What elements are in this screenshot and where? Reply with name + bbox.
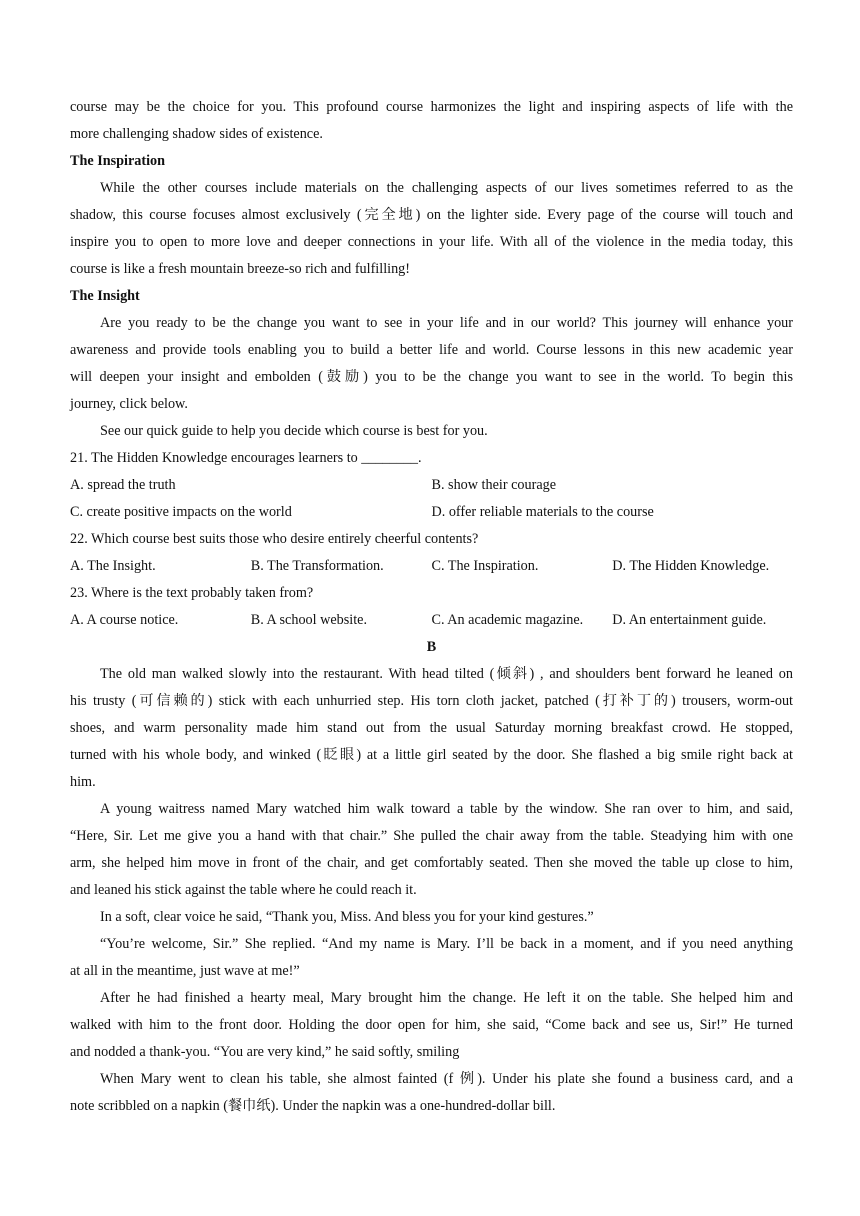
- text-line: course is like a fresh mountain breeze-so rich and fulfilling!: [70, 261, 410, 277]
- text-line: While the other courses include materials on the challenging aspects of our lives sometimes referred to as the: [100, 180, 793, 196]
- answer-option: C. The Inspiration.: [431, 558, 539, 574]
- text-line: “Here, Sir. Let me give you a hand with that chair.” She pulled the chair away from the table. Steadying him with one: [70, 828, 793, 844]
- answer-option: C. create positive impacts on the world: [70, 504, 292, 520]
- question-stem: 22. Which course best suits those who desire entirely cheerful contents?: [70, 531, 479, 547]
- text-line: shoes, and warm personality made him stand out from the usual Saturday morning breakfast crowd. He stopped,: [70, 720, 793, 736]
- text-line: “You’re welcome, Sir.” She replied. “And my name is Mary. I’ll be back in a moment, and if you need anything: [100, 936, 793, 952]
- answer-option: B. The Transformation.: [250, 558, 384, 574]
- text-line: course may be the choice for you. This profound course harmonizes the light and inspiring aspects of life with the: [70, 99, 793, 115]
- text-line: note scribbled on a napkin (餐巾纸). Under the napkin was a one-hundred-dollar bill.: [70, 1098, 556, 1114]
- text-line: more challenging shadow sides of existence.: [70, 126, 323, 142]
- text-line: arm, she helped him move in front of the chair, and get comfortably seated. Then she moved the table up close to him,: [70, 855, 793, 871]
- text-line: turned with his whole body, and winked (眨眼) at a little girl seated by the door. She flashed a big smile right back at: [70, 747, 793, 763]
- question-stem: 21. The Hidden Knowledge encourages learners to ________.: [70, 450, 422, 466]
- answer-option: A. The Insight.: [70, 558, 156, 574]
- section-letter: B: [426, 639, 437, 655]
- text-line: shadow, this course focuses almost exclusively (完全地) on the lighter side. Every page of the course will touch and: [70, 207, 793, 223]
- text-line: walked with him to the front door. Holding the door open for him, she said, “Come back and see us, Sir!” He turned: [70, 1017, 793, 1033]
- answer-option: D. The Hidden Knowledge.: [612, 558, 770, 574]
- text-line: In a soft, clear voice he said, “Thank you, Miss. And bless you for your kind gestures.”: [100, 909, 594, 925]
- text-line: awareness and provide tools enabling you to build a better life and world. Course lessons in this new academic year: [70, 342, 793, 358]
- text-line: journey, click below.: [70, 396, 188, 412]
- answer-options-row: [70, 472, 793, 499]
- section-heading: The Inspiration: [70, 153, 166, 169]
- answer-options-row: [70, 499, 793, 526]
- text-line: When Mary went to clean his table, she almost fainted (f 例). Under his plate she found a business card, and a: [100, 1071, 793, 1087]
- question-stem: 23. Where is the text probably taken from?: [70, 585, 314, 601]
- answer-option: B. A school website.: [250, 612, 368, 628]
- text-line: at all in the meantime, just wave at me!”: [70, 963, 300, 979]
- text-line: him.: [70, 774, 96, 790]
- text-line: Are you ready to be the change you want to see in your life and in our world? This journey will enhance your: [100, 315, 793, 331]
- answer-option: D. offer reliable materials to the course: [431, 504, 654, 520]
- text-line: and leaned his stick against the table where he could reach it.: [70, 882, 417, 898]
- answer-option: C. An academic magazine.: [431, 612, 584, 628]
- text-line: inspire you to open to more love and deeper connections in your life. With all of the violence in the media today, this: [70, 234, 793, 250]
- answer-options-row: [70, 607, 793, 634]
- text-line: will deepen your insight and embolden (鼓励) you to be the change you want to see in the world. To begin this: [70, 369, 793, 385]
- text-line: A young waitress named Mary watched him walk toward a table by the window. She ran over to him, and said,: [100, 801, 793, 817]
- answer-option: D. An entertainment guide.: [612, 612, 767, 628]
- answer-option: B. show their courage: [431, 477, 557, 493]
- answer-option: A. A course notice.: [70, 612, 179, 628]
- text-line: After he had finished a hearty meal, Mary brought him the change. He left it on the table. She helped him and: [100, 990, 793, 1006]
- text-line: his trusty (可信赖的) stick with each unhurried step. His torn cloth jacket, patched (打补丁的) trousers, worm-out: [70, 693, 793, 709]
- text-line: and nodded a thank-you. “You are very kind,” he said softly, smiling: [70, 1044, 460, 1060]
- document-body: [70, 94, 793, 1120]
- answer-option: A. spread the truth: [70, 477, 176, 493]
- text-line: See our quick guide to help you decide which course is best for you.: [100, 423, 488, 439]
- text-line: The old man walked slowly into the restaurant. With head tilted (倾斜) , and shoulders bent forward he leaned on: [100, 666, 793, 682]
- section-heading: The Insight: [70, 288, 140, 304]
- answer-options-row: [70, 553, 793, 580]
